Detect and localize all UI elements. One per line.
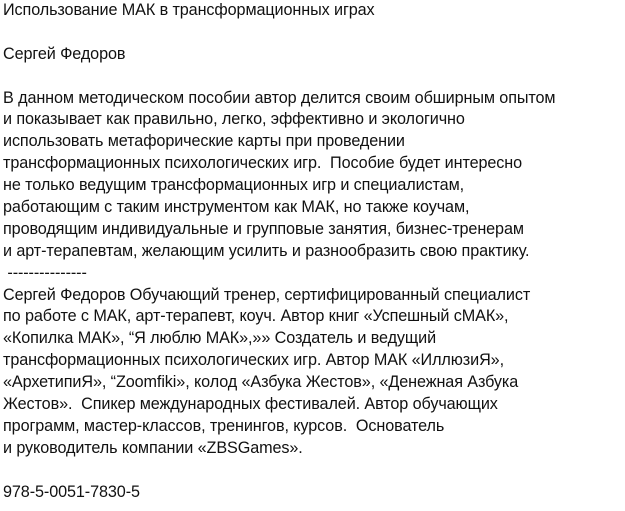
bio-line: по работе с МАК, арт-терапевт, коуч. Автор книг «Успешный сМАК», [3,307,509,326]
spacer [3,66,623,88]
bio-line: «Копилка МАК», “Я люблю МАК»,»» Создатель и ведущий [3,329,437,348]
spacer [3,22,623,44]
bio-line: трансформационных психологических игр. Автор МАК «ИллюзиЯ», [3,351,504,370]
isbn: 978-5-0051-7830-5 [3,482,140,501]
separator-line: --------------- [3,263,87,282]
description-line: работающим с таким инструментом как МАК, но также коучам, [3,198,470,217]
spacer [3,460,623,482]
author-bio-block [3,285,623,460]
description-line: и показывает как правильно, легко, эффективно и экологично [3,110,465,129]
description-block [3,88,623,263]
document-author: Сергей Федоров [3,44,126,63]
description-line: не только ведущим трансформационных игр и специалистам, [3,176,464,195]
description-line: проводящим индивидуальные и групповые занятия, бизнес-тренерам [3,219,524,238]
description-line: В данном методическом пособии автор делится своим обширным опытом [3,88,556,107]
document-title: Использование МАК в трансформационных играх [3,1,375,19]
bio-line: и руководитель компании «ZBSGames». [3,438,303,457]
description-line: и арт-терапевтам, желающим усилить и разнообразить свою практику. [3,241,530,260]
bio-line: «АрхетипиЯ», “Zoomfiki», колод «Азбука Жестов», «Денежная Азбука [3,373,519,392]
bio-line: Сергей Федоров Обучающий тренер, сертифицированный специалист [3,285,531,304]
description-line: использовать метафорические карты при проведении [3,132,405,151]
document-page [3,0,623,503]
bio-line: программ, мастер-классов, тренингов, курсов. Основатель [3,416,445,435]
description-line: трансформационных психологических игр. Пособие будет интересно [3,154,523,173]
bio-line: Жестов». Спикер международных фестивалей. Автор обучающих [3,395,498,414]
